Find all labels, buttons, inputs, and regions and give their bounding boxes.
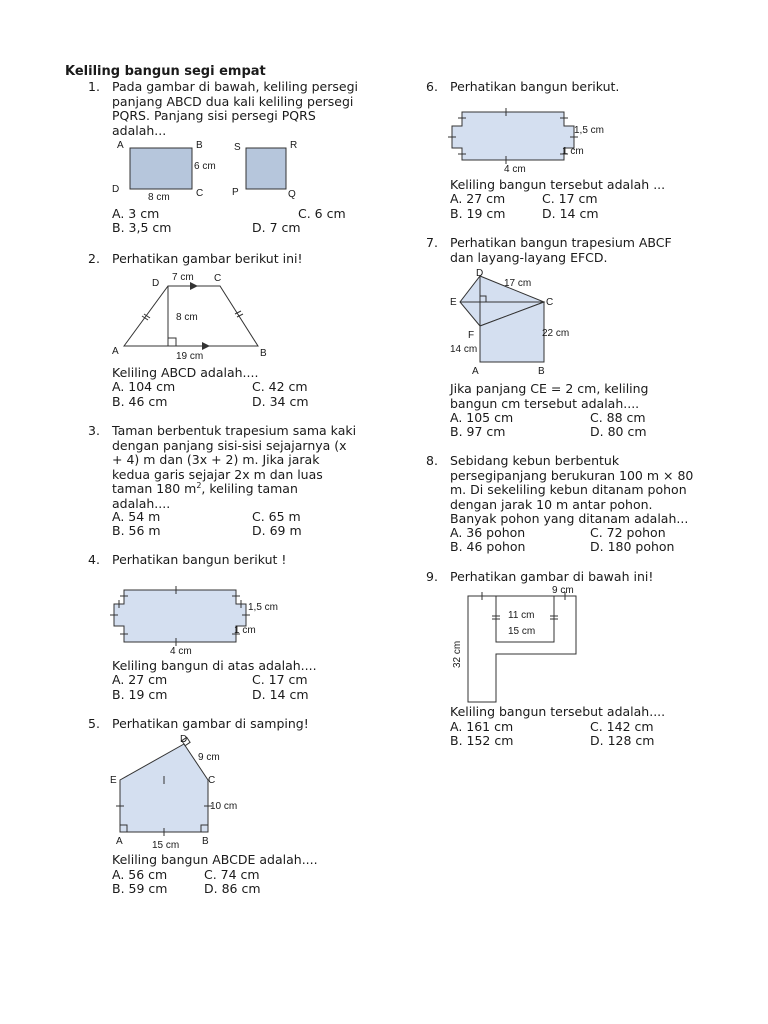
question-line: Perhatikan gambar di bawah ini! — [450, 569, 654, 584]
question-line: panjang ABCD dua kali keliling persegi — [112, 93, 354, 109]
label-bottom: 8 cm — [148, 192, 170, 203]
option-d[interactable]: D. 80 cm — [590, 424, 647, 439]
question-number: 3. — [88, 423, 100, 438]
label-bottom: 4 cm — [504, 164, 526, 175]
option-a[interactable]: A. 36 pohon — [450, 525, 526, 540]
question-caption: Keliling bangun di atas adalah.... — [112, 658, 317, 673]
question-number: 8. — [426, 453, 438, 468]
option-c[interactable]: C. 72 pohon — [590, 525, 666, 540]
question-number: 1. — [88, 79, 100, 94]
label-A: A — [117, 140, 124, 151]
option-a[interactable]: A. 27 cm — [112, 672, 168, 687]
label-E: E — [110, 775, 117, 786]
question-caption: Keliling bangun tersebut adalah ... — [450, 177, 666, 192]
caption-line: bangun cm tersebut adalah.... — [450, 395, 640, 411]
label-bottom: 19 cm — [176, 351, 204, 362]
question-line: Banyak pohon yang ditanam adalah... — [450, 511, 689, 526]
label-C: C — [546, 297, 554, 308]
option-d[interactable]: D. 7 cm — [252, 220, 301, 235]
label-E: E — [450, 297, 457, 308]
label-height: 8 cm — [176, 312, 198, 323]
question-line: Perhatikan bangun berikut. — [450, 79, 620, 94]
question-caption: Keliling bangun tersebut adalah.... — [450, 704, 666, 719]
label-dc: 17 cm — [504, 278, 532, 289]
option-a[interactable]: A. 105 cm — [450, 410, 514, 425]
question-caption — [450, 382, 649, 411]
label-S: S — [234, 142, 241, 153]
question-line: dengan panjang sisi-sisi sejajarnya (x — [112, 437, 347, 453]
label-a: 11 cm — [508, 610, 535, 621]
question-line: persegipanjang berukuran 100 m × 80 — [450, 467, 694, 483]
question-line: dengan jarak 10 m antar pohon. — [450, 496, 653, 512]
question-line: kedua garis sejajar 2x m dan luas — [112, 466, 323, 482]
label-F: F — [468, 330, 475, 341]
question-number: 5. — [88, 716, 100, 731]
option-a[interactable]: A. 3 cm — [112, 206, 160, 221]
option-b[interactable]: B. 46 pohon — [450, 539, 526, 554]
label-side-2: 1 cm — [562, 146, 584, 157]
label-cb: 10 cm — [210, 801, 238, 812]
question-text — [112, 424, 356, 511]
question-caption: Keliling ABCD adalah.... — [112, 365, 259, 380]
figure-trapezoid — [110, 268, 280, 363]
option-b[interactable]: B. 97 cm — [450, 424, 506, 439]
option-d[interactable]: D. 128 cm — [590, 733, 655, 748]
option-d[interactable]: D. 34 cm — [252, 394, 309, 409]
figure-rectangles — [110, 138, 310, 202]
option-c[interactable]: C. 17 cm — [542, 191, 598, 206]
option-b[interactable]: B. 59 cm — [112, 881, 168, 896]
figure-pentagon — [108, 732, 248, 852]
label-C: C — [214, 273, 222, 284]
label-side-1: 1,5 cm — [248, 602, 279, 613]
option-a[interactable]: A. 56 cm — [112, 867, 168, 882]
question-caption: Keliling bangun ABCDE adalah.... — [112, 852, 318, 867]
option-a[interactable]: A. 161 cm — [450, 719, 514, 734]
question-line: m. Di sekeliling kebun ditanam pohon — [450, 482, 687, 497]
label-ab: 15 cm — [152, 840, 180, 851]
question-line — [112, 482, 356, 497]
label-b: 15 cm — [508, 626, 536, 637]
question-number: 2. — [88, 251, 100, 266]
line-text: , keliling taman — [201, 481, 298, 496]
question-line: Pada gambar di bawah, keliling persegi — [112, 79, 358, 94]
figure-cross-shape — [110, 574, 280, 658]
question-line: adalah... — [112, 122, 167, 138]
caption-line: Jika panjang CE = 2 cm, keliling — [450, 381, 649, 396]
label-top: 9 cm — [552, 585, 574, 596]
line-text: taman 180 m — [112, 481, 197, 496]
question-line: Perhatikan gambar berikut ini! — [112, 251, 303, 266]
label-B: B — [538, 366, 545, 377]
label-D: D — [112, 184, 120, 195]
question-line: Perhatikan bangun berikut ! — [112, 552, 287, 567]
label-D: D — [180, 734, 188, 745]
option-a[interactable]: A. 27 cm — [450, 191, 506, 206]
option-c[interactable]: C. 17 cm — [252, 672, 308, 687]
label-B: B — [260, 348, 267, 359]
label-P: P — [232, 187, 239, 198]
label-bc: 22 cm — [542, 328, 570, 339]
question-number: 6. — [426, 79, 438, 94]
label-side-2: 1 cm — [234, 625, 256, 636]
question-line: Perhatikan gambar di samping! — [112, 716, 309, 731]
figure-trapezoid-kite — [448, 266, 588, 380]
label-D: D — [476, 268, 484, 279]
option-c[interactable]: C. 42 cm — [252, 379, 308, 394]
question-line: PQRS. Panjang sisi persegi PQRS — [112, 108, 316, 123]
option-c[interactable]: C. 88 cm — [590, 410, 646, 425]
question-line: + 4) m dan (3x + 2) m. Jika jarak — [112, 452, 320, 467]
label-A: A — [472, 366, 479, 377]
question-text — [450, 236, 672, 265]
option-a[interactable]: A. 104 cm — [112, 379, 176, 394]
label-C: C — [196, 188, 204, 199]
label-C: C — [208, 775, 216, 786]
label-A: A — [112, 346, 119, 357]
question-number: 7. — [426, 235, 438, 250]
option-b[interactable]: B. 46 cm — [112, 394, 168, 409]
label-side: 6 cm — [194, 161, 216, 172]
question-line: dan layang-layang EFCD. — [450, 249, 608, 265]
option-b[interactable]: B. 19 cm — [112, 687, 168, 702]
question-line: Sebidang kebun berbentuk — [450, 453, 620, 468]
superscript: 2 — [196, 480, 202, 490]
option-b[interactable]: B. 152 cm — [450, 733, 514, 748]
option-d[interactable]: D. 14 cm — [252, 687, 309, 702]
option-d[interactable]: D. 180 pohon — [590, 539, 675, 554]
label-R: R — [290, 140, 298, 151]
question-line: Taman berbentuk trapesium sama kaki — [112, 423, 357, 438]
option-c[interactable]: C. 74 cm — [204, 867, 260, 882]
question-text — [450, 454, 693, 527]
option-c[interactable]: C. 142 cm — [590, 719, 654, 734]
question-line: adalah.... — [112, 495, 171, 511]
label-top: 7 cm — [172, 272, 194, 283]
label-left: 32 cm — [452, 640, 463, 668]
option-b[interactable]: B. 3,5 cm — [112, 220, 172, 235]
option-c[interactable]: C. 6 cm — [298, 206, 346, 221]
figure-cross-shape — [448, 98, 618, 178]
label-B: B — [196, 140, 203, 151]
option-b[interactable]: B. 19 cm — [450, 206, 506, 221]
option-c[interactable]: C. 65 m — [252, 509, 301, 524]
figure-p-shape — [448, 586, 598, 706]
label-A: A — [116, 836, 123, 847]
label-side-1: 1,5 cm — [574, 125, 605, 136]
option-d[interactable]: D. 86 cm — [204, 881, 261, 896]
label-af: 14 cm — [450, 344, 478, 355]
question-number: 4. — [88, 552, 100, 567]
option-b[interactable]: B. 56 m — [112, 523, 161, 538]
worksheet-title: Keliling bangun segi empat — [65, 64, 266, 79]
label-dc: 9 cm — [198, 752, 220, 763]
option-d[interactable]: D. 14 cm — [542, 206, 599, 221]
label-Q: Q — [288, 189, 296, 200]
question-line: Perhatikan bangun trapesium ABCF — [450, 235, 672, 250]
label-bottom: 4 cm — [170, 646, 192, 657]
label-B: B — [202, 836, 209, 847]
question-number: 9. — [426, 569, 438, 584]
option-a[interactable]: A. 54 m — [112, 509, 161, 524]
option-d[interactable]: D. 69 m — [252, 523, 302, 538]
question-text — [112, 80, 358, 138]
label-D: D — [152, 278, 160, 289]
